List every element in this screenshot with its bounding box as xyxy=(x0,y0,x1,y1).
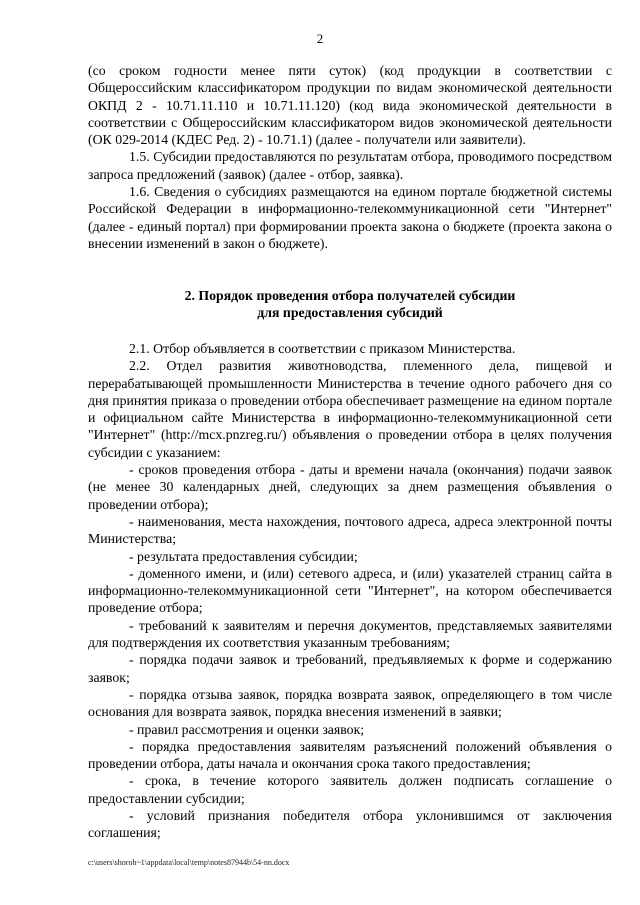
paragraph-1-5: 1.5. Субсидии предоставляются по результатам отбора, проводимого посредством запроса предложений (заявок) (далее - отбор, заявка). xyxy=(88,149,612,182)
section-2-body xyxy=(88,340,612,842)
paragraph-1-6: 1.6. Сведения о субсидиях размещаются на едином портале бюджетной системы Российской Федерации в информационно-телекоммуникационной сети "Интернет" (далее - единый портал) при формировании проекта закона о бюджете (проекта закона о внесении изменений в закон о бюджете). xyxy=(88,184,612,251)
page-number: 2 xyxy=(316,31,324,46)
list-item-application-procedure: - порядка подачи заявок и требований, предъявляемых к форме и содержанию заявок; xyxy=(88,652,612,685)
paragraph-2-2: 2.2. Отдел развития животноводства, племенного дела, пищевой и перерабатывающей промышленности Министерства в течение одного рабочего дня со дня принятия приказа о проведении отбора обеспечивает размещение на едином портале и официальном сайте Министерства в информационно-телекоммуникационной сети "Интернет" (http://mcx.pnzreg.ru/) объявления о проведении отбора в целях получения субсидии с указанием: xyxy=(88,358,612,460)
footer-file-path: c:\users\shoroh~1\appdata\local\temp\notes87944b\54-nn.docx xyxy=(88,858,290,867)
intro-section xyxy=(88,62,612,252)
list-item-evasion-conditions: - условий признания победителя отбора уклонившимся от заключения соглашения; xyxy=(88,808,612,841)
list-item-deadlines: - сроков проведения отбора - даты и времени начала (окончания) подачи заявок (не менее 30 календарных дней, следующих за днем размещения объявления о проведении отбора); xyxy=(88,462,612,512)
list-item-ministry-address: - наименования, места нахождения, почтового адреса, адреса электронной почты Министерства; xyxy=(88,513,612,547)
list-item-subsidy-result: - результата предоставления субсидии; xyxy=(129,548,358,564)
list-item-clarifications: - порядка предоставления заявителям разъяснений положений объявления о проведении отбора, даты начала и окончания срока такого предоставления; xyxy=(88,738,612,772)
list-item-domain-name: - доменного имени, и (или) сетевого адреса, и (или) указателей страниц сайта в информационно-телекоммуникационной сети "Интернет", на котором обеспечивается проведение отбора; xyxy=(88,565,612,616)
intro-paragraph-continuation: (со сроком годности менее пяти суток) (код продукции в соответствии с Общероссийским классификатором продукции по видам экономической деятельности ОКПД 2 - 10.71.11.110 и 10.71.11.120) (код вида экономической деятельности в соответствии с Общероссийским классификатором видов экономической деятельности (ОК 029-2014 (КДЕС Ред. 2) - 10.71.1) (далее - получатели или заявители). xyxy=(88,63,612,148)
paragraph-2-1: 2.1. Отбор объявляется в соответствии с приказом Министерства. xyxy=(129,341,516,356)
section-heading-line-1: 2. Порядок проведения отбора получателей субсидии xyxy=(184,288,516,303)
list-item-agreement-deadline: - срока, в течение которого заявитель должен подписать соглашение о предоставлении субсидии; xyxy=(88,773,612,806)
section-heading xyxy=(88,287,612,322)
list-item-requirements: - требований к заявителям и перечня документов, представляемых заявителями для подтверждения их соответствия указанным требованиям; xyxy=(88,617,612,651)
list-item-review-rules: - правил рассмотрения и оценки заявок; xyxy=(129,721,365,737)
section-heading-line-2: для предоставления субсидий xyxy=(257,305,443,321)
list-item-withdrawal-procedure: - порядка отзыва заявок, порядка возврата заявок, определяющего в том числе основания для возврата заявок, порядка внесения изменений в заявки; xyxy=(88,686,612,720)
